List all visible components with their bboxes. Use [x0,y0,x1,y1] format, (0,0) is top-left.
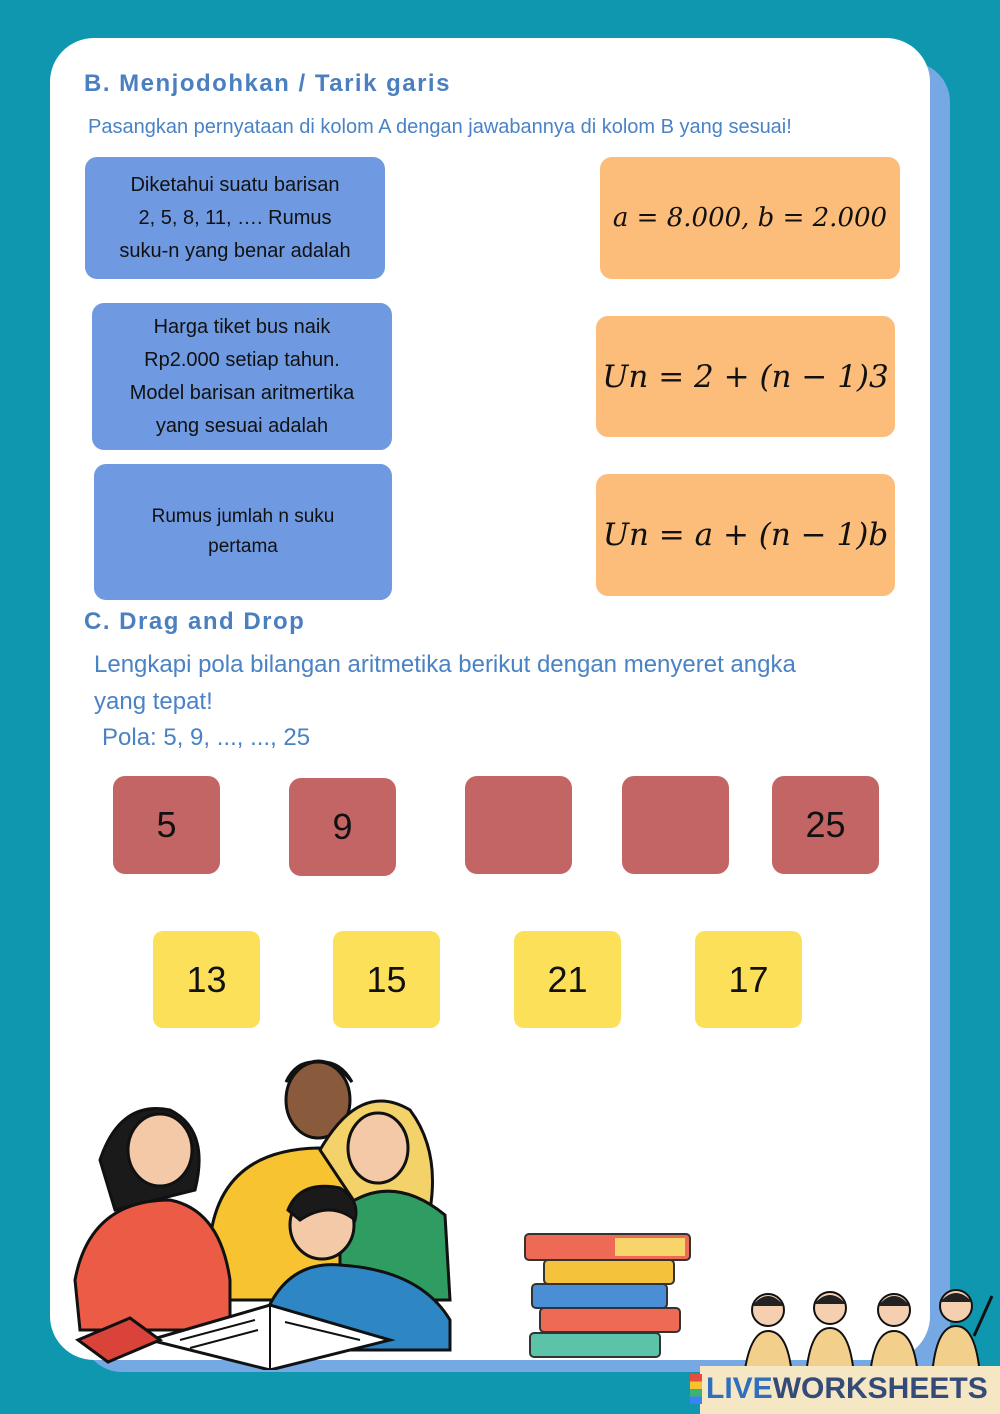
column-a-item-2-line3: Model barisan aritmertika [129,381,355,404]
logo-stripe-icon [690,1374,702,1404]
column-a-item-1-line2: 2, 5, 8, 11, …. Rumus [138,206,332,229]
liveworksheets-logo[interactable] [690,1372,988,1406]
logo-live-text: LIVE [706,1372,773,1405]
drop-slot-5[interactable]: 25 [772,776,879,874]
column-a-item-3-line1: Rumus jumlah n suku [151,506,335,527]
pattern-text: Pola: 5, 9, ..., ..., 25 [102,724,311,751]
column-b-item-3[interactable]: Un = a + (n − 1)b [596,474,895,596]
section-c-title: C. Drag and Drop [84,608,306,635]
drop-slot-2[interactable]: 9 [289,778,396,876]
column-a-item-3-line2: pertama [208,536,278,557]
drop-slot-3[interactable] [465,776,572,874]
column-a-item-1[interactable] [85,157,385,279]
section-c-instruction [94,646,914,720]
column-a-item-2-line1: Harga tiket bus naik [153,315,331,338]
column-b-item-2[interactable]: Un = 2 + (n − 1)3 [596,316,895,437]
students-illustration [60,1040,460,1370]
section-c-instruction-line1: Lengkapi pola bilangan aritmetika berikut dengan menyeret angka [94,651,796,678]
column-a-item-1-line1: Diketahui suatu barisan [130,173,340,196]
logo-worksheets-text: WORKSHEETS [772,1372,988,1405]
book-stack-illustration [520,1228,700,1363]
section-b-instruction: Pasangkan pernyataan di kolom A dengan jawabannya di kolom B yang sesuai! [88,116,792,138]
column-a-item-2-line2: Rp2.000 setiap tahun. [144,348,340,371]
drop-slot-4[interactable] [622,776,729,874]
drag-chip-4[interactable]: 17 [695,931,802,1028]
section-c-instruction-line2: yang tepat! [94,688,213,715]
column-a-item-2-line4: yang sesuai adalah [155,414,329,437]
drop-slot-1[interactable]: 5 [113,776,220,874]
drag-chip-2[interactable]: 15 [333,931,440,1028]
column-a-item-3[interactable] [94,464,392,600]
drag-chip-3[interactable]: 21 [514,931,621,1028]
section-b-title: B. Menjodohkan / Tarik garis [84,70,451,97]
column-a-item-1-line3: suku-n yang benar adalah [119,239,351,262]
kids-illustration [730,1276,1000,1376]
column-a-item-2[interactable] [92,303,392,450]
drag-chip-1[interactable]: 13 [153,931,260,1028]
column-b-item-1[interactable]: a = 8.000, b = 2.000 [600,157,900,279]
